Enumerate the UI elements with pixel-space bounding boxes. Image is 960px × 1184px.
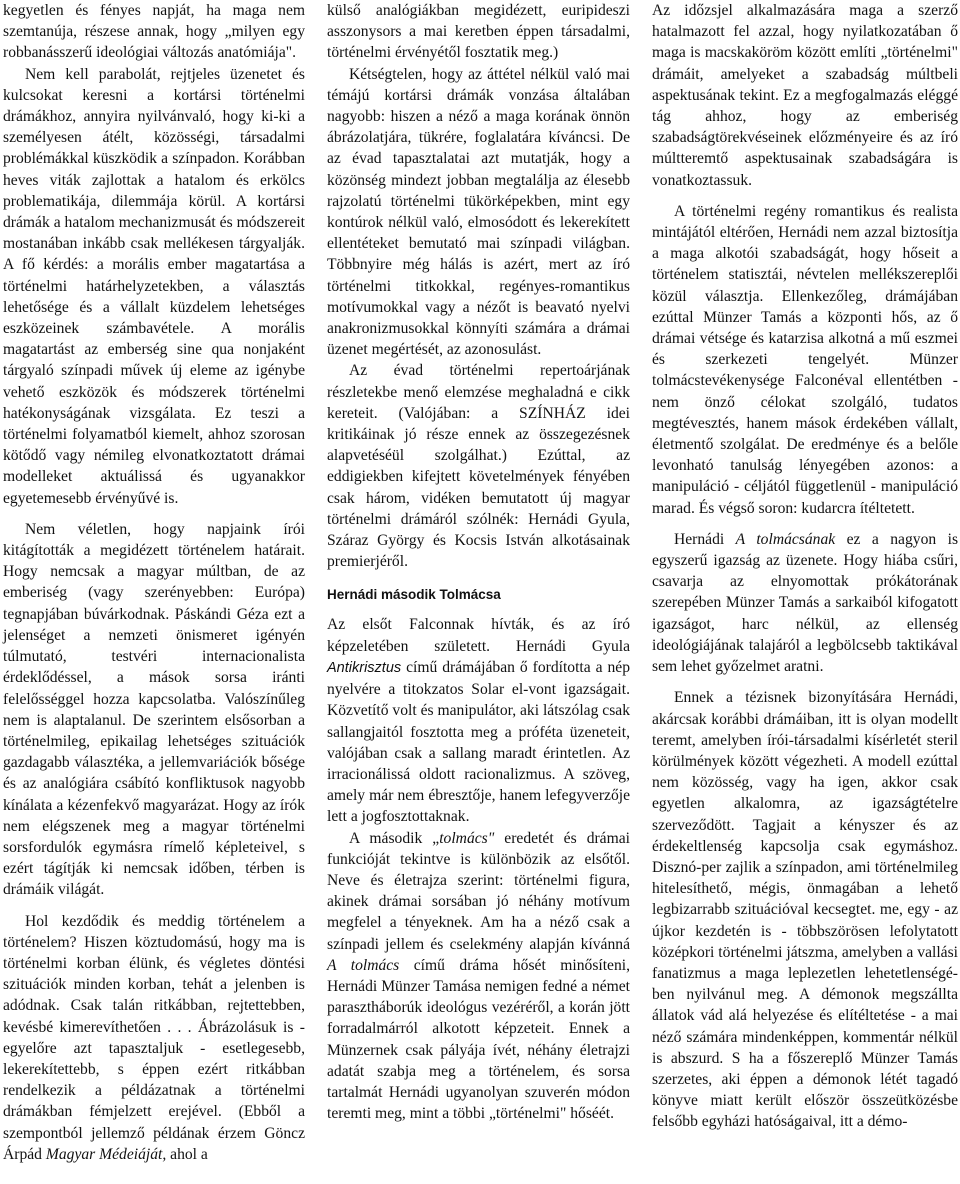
- work-title: A tolmács: [327, 956, 400, 974]
- text-run: ez a nagyon is egyszerű igazság az üzenete. Hogy hiába csűri, csavarja az elnyomottak prókátorának szerepében Münzer Tamás a sarkaiból kifogatott igazságot, harc nélkül, az ellenség ideológiájának talajáról a legbölcsebb taktikával sem lehet győzelmet aratni.: [652, 530, 959, 676]
- text-run: eredetét és drámai funkcióját tekintve is különbözik az elsőtől. Neve és életrajza szerint: történelmi figura, akinek drámai sorsában jó néhány motívum megfelel a tényeknek. Am ha a néző csak a színpadi jellem és cselekmény alapján kívánná: [327, 829, 630, 953]
- text-run: A második „: [349, 829, 440, 847]
- work-title: Magyar Médeiáját,: [45, 1145, 167, 1163]
- work-title: A tolmácsának: [735, 530, 836, 548]
- text-run: ahol a: [166, 1145, 208, 1163]
- paragraph: Az időzsjel alkalmazására maga a szerző hatalmazott fel azzal, hogy nyilatkozatában ő maga is macskaköröm között említi „történelmi" drámáit, amelyeket a szabadság múltbeli aspektusának tekint. Ez a megfogalmazás eléggé tág ahhoz, hogy az emberiség szabadságtörekvéseinek előzményeire és az író múltteremtő aspektusainak szabadságára is vonatkoztassuk.: [652, 2, 958, 189]
- text-run: című dráma hősét minősíteni, Hernádi Münzer Tamása nemigen fedné a német parasztháborúk ideológus vezéréről, a korán jött forradalmárról alkotott képzeteit. Ennek a Münzernek csak pályája ívét, néhány életrajzi adatát szabja meg a történelem, és sorsa tartalmát Hernádi ugyanolyan szuverén módon teremti meg, mint a többi „történelmi" hőséét.: [327, 956, 631, 1123]
- paragraph: [327, 828, 630, 1125]
- work-title: tolmács": [439, 829, 495, 847]
- right-column: [652, 0, 958, 1133]
- paragraph: [327, 614, 630, 827]
- paragraph: Nem kell parabolát, rejtjeles üzenetet és kulcsokat keresni a kortársi történelmi drámákhoz, annyira nyilvánvaló, hogy ki-ki a személyesen átélt, közösségi, társadalmi problémákkal küszködik a színpadon. Korábban heves viták zajlottak a hatalom és erkölcs problematikája, dilemmája körül. A kortársi drámák a hatalom mechanizmusát és módszereit mostanában inkább csak mellékesen tárgyalják. A fő kérdés: a morális ember magatartása a történelmi határhelyzetekben, a választás lehetősége és a vállalt küzdelem lehetséges eszközeinek számbavétele. A morális magatartást az emberség sine qua nonjaként tárgyaló színpadi művek új eleme az igénybe vehető eszközök és módszerek történelmi hatékonyságának vizsgálata. Ez teszi a történelmi folyamatból kiemelt, ahhoz szorosan kötődő vagy némileg elvonatkoztatott drámai modelleket aktuálissá és ugyanakkor egyetemesebb érvényűvé is.: [3, 65, 305, 507]
- section-heading: Hernádi második Tolmácsa: [327, 587, 501, 603]
- text-run: Hol kezdődik és meddig történelem a történelem? Hiszen köztudomású, hogy ma is történelmi korban élünk, és végletes döntési szituációk minden korban, tehát a jelenben is adódnak. Csak talán ritkábban, rejtettebben, kevésbé kimerevíthetően . . . Ábrázolásuk is - egyelőre azt tapasztaljuk - esetlegesebb, lekerekítettebb, s éppen ezért ritkábban rendelkezik a példázatnak a történelmi drámákban fémjelzett erejével. (Ebből a szempontból jellemző példának érzem Göncz Árpád: [3, 912, 305, 1163]
- paragraph: Az évad történelmi repertoárjának részletekbe menő elemzése meghaladná e cikk kereteit. (Valójában: a SZÍNHÁZ idei kritikáinak jó része ennek az összegezésnek alapvetéséül szolgálhat.) Ezúttal, az eddigiekben kifejtett követelmények fényében csak három, vidéken bemutatott új magyar történelmi drámáról szólnék: Hernádi Gyula, Száraz György és Kocsis István alkotásainak premierjéről.: [327, 362, 630, 571]
- paragraph: A történelmi regény romantikus és realista mintájától eltérően, Hernádi nem azzal biztosítja a maga alkotói szabadságát, hogy hőseit a történelem statisztái, névtelen mellékszereplői közül választja. Ellenkezőleg, drámájában ezúttal Münzer Tamás a központi hős, az ő drámai vétsége és katarzisa alkotná a mű eszmei és szerkezeti tengelyét. Münzer tolmácstevékenysége Falconéval ellentétben - nem önző célokat szolgáló, tudatos megtévesztés, hanem mások érdekében vállalt, életmentő szolgálat. De eredménye és a belőle levonható tanulság lényegében azonos: a manipuláció - céljától függetlenül - manipuláció marad. És végső soron: kudarcra ítéltetett.: [652, 202, 958, 517]
- middle-column: [327, 0, 630, 1124]
- paragraph: Ennek a tézisnek bizonyítására Hernádi, akárcsak korábbi drámáiban, itt is olyan modellt teremt, amelyben írói-társadalmi kísérletét steril körülmények között végezheti. A modell ezúttal nem közösség, vagy ha igen, akkor csak egyetlen alkalomra, az igazságtételre szerveződött. Tagjait a kényszer és az érdekeltlenség kapcsolja csak egymáshoz. Disznó-per zajlik a színpadon, ami történelmileg hitelesíthető, mégis, önmagában a lehető legbizarrabb szituációval kecsegtet. me, egy - az újkor kezdetén is - többszörösen lefolytatott középkori történelmi játszma, amelyben a vallási fanatizmus a maga leplezetlen lehetetlenségé-ben nyilvánul meg. A démonok megszállta állatok vád alá helyezése és elítéltetése - a mai néző számára mindenképpen, kommentár nélkül is abszurd. S ha a főszereplő Münzer Tamás szerzetes, aki éppen a démonok létét tagadó könyve miatt került először összeütközésbe felsőbb egyházi hatóságaival, itt a démo-: [652, 689, 958, 1131]
- paragraph: külső analógiákban megidézett, euripideszi asszonysors a mai keretben éppen társadalmi, történelmi érvényétől fosztatik meg.): [327, 2, 630, 62]
- paragraph: kegyetlen és fényes napját, ha maga nem szemtanúja, részese annak, hogy „milyen egy robbanásszerű ideológiai változás anatómiája".: [3, 2, 305, 62]
- text-run: Hernádi: [674, 530, 736, 548]
- left-column: [3, 0, 305, 1165]
- work-title: Antikrisztus: [327, 659, 402, 676]
- paragraph: [652, 529, 958, 677]
- text-run: című drámájában ő fordította a nép nyelvére a titokzatos Solar el-vont igazságait. Közvetítő volt és manipulátor, aki látszólag csak sallangjaitól fosztotta meg a próféta üzeneteit, valójában csak a sallang maradt érintetlen. Az irracionálissá oldott racionalizmus. A szöveg, amely már nem ébresztője, hanem lefegyverzője lett a jogfosztottaknak.: [327, 658, 630, 826]
- paragraph: Kétségtelen, hogy az áttétel nélkül való mai témájú kortársi drámák vonzása általában nagyobb: hiszen a néző a maga korának önnön ábrázolatjára, tükrére, foglalatára kíváncsi. De az évad tapasztalatai azt mutatják, hogy a közönség mindezt jobban megtalálja az élesebb rajzolatú történelmi tükörképekben, mint egy kontúrok nélkül való, elmosódott és lekerekített ellentéteket bemutató mai színpadi világban. Többnyire még hálás is azért, mert az író történelmi titkokkal, regényes-romantikus motívumokkal vagy a nézőt is beavató nyelvi anakronizmusokkal könnyíti számára a drámai üzenet megértését, az azonosulást.: [327, 65, 630, 359]
- paragraph: [3, 911, 305, 1165]
- paragraph: Nem véletlen, hogy napjaink írói kitágították a megidézett történelem határait. Hogy nemcsak a magyar múltban, de az emberiség (vagy szerényebben: Európa) tegnapjában búvárkodnak. Páskándi Géza ezt a jelenséget a nemzeti önismeret igényén túlmutató, testvéri internacionalista érdeklődéssel, a mások sorsa iránti felelősséggel hozza kapcsolatba. Valószínűleg nem is alaptalanul. De szerintem elsősorban a történelmileg, epikailag lehetséges szituációk gazdagabb választéka, a jellemvariációk bősége és az analógiára csábító konfliktusok nagyobb kínálata a kézenfekvő magyarázat. Hogy az írók nem elégszenek meg a magyar történelmi sorsfordulók egymásra rímelő képleteivel, s ezért tágítják ki nemcsak időben, térben is drámáik világát.: [3, 520, 305, 899]
- text-run: Az elsőt Falconnak hívták, és az író képzeletében született. Hernádi Gyula: [327, 616, 630, 655]
